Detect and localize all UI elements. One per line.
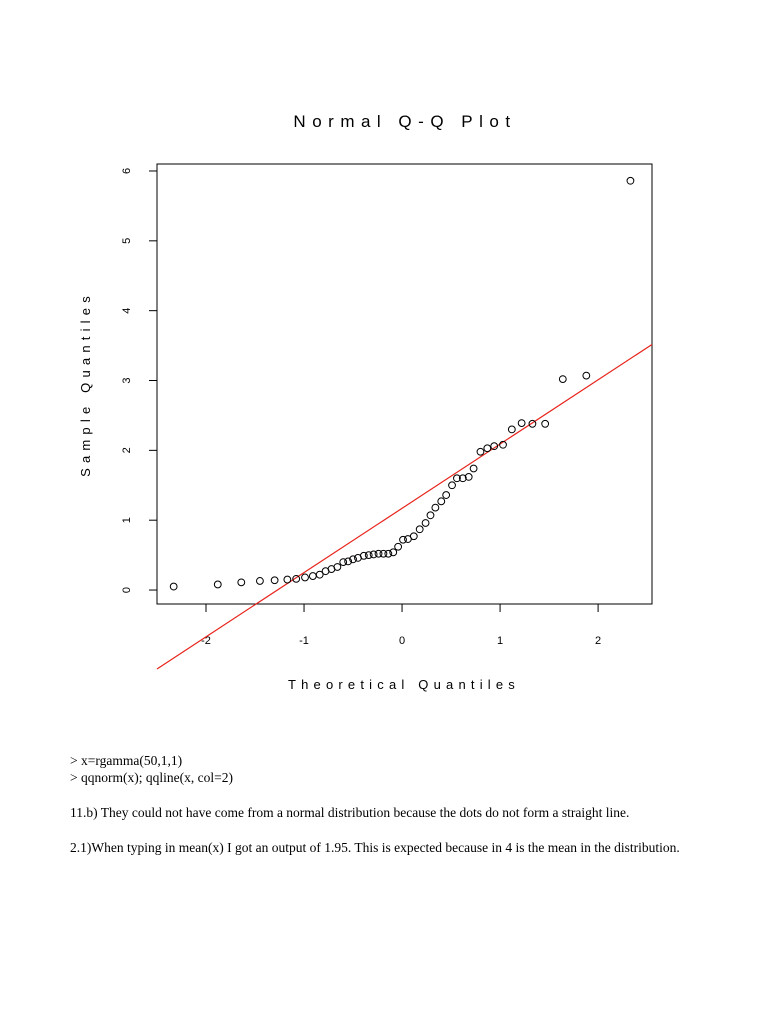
answer-11b: 11.b) They could not have come from a normal distribution because the dots do not form a straight line. (70, 805, 630, 820)
x-tick-label: 2 (595, 635, 602, 647)
data-point (257, 578, 264, 585)
answer-2-1: 2.1)When typing in mean(x) I got an output of 1.95. This is expected because in 4 is the mean in the distribution. (70, 840, 680, 855)
data-point (508, 426, 515, 433)
data-point (432, 504, 439, 511)
data-point (271, 577, 278, 584)
y-axis (121, 168, 157, 593)
x-axis (201, 604, 601, 647)
data-point (470, 465, 477, 472)
data-point (627, 177, 634, 184)
reference-line-group (157, 344, 652, 668)
data-point (443, 492, 450, 499)
notes-section (70, 752, 730, 856)
data-point (238, 579, 245, 586)
y-axis-label: Sample Quantiles (78, 291, 93, 477)
y-tick-label: 1 (121, 517, 133, 524)
chart-title: Normal Q-Q Plot (293, 112, 517, 131)
x-axis-label: Theoretical Quantiles (287, 677, 521, 692)
data-point (390, 549, 397, 556)
data-point (427, 512, 434, 519)
x-tick-label: -1 (299, 635, 309, 647)
y-tick-label: 2 (121, 447, 133, 454)
data-point (559, 376, 566, 383)
data-point (385, 550, 392, 557)
data-point (410, 533, 417, 540)
data-point (416, 526, 423, 533)
data-point (170, 583, 177, 590)
data-point (449, 482, 456, 489)
x-tick-label: -2 (201, 635, 211, 647)
data-point (284, 576, 291, 583)
y-tick-label: 0 (121, 586, 133, 594)
data-point (438, 498, 445, 505)
data-point (422, 520, 429, 527)
data-point (309, 573, 316, 580)
data-point (518, 420, 525, 427)
data-point (214, 581, 221, 588)
data-points (170, 177, 634, 590)
y-tick-label: 3 (121, 377, 133, 384)
code-line-rgamma: > x=rgamma(50,1,1) (70, 753, 183, 768)
code-line-qqnorm: > qqnorm(x); qqline(x, col=2) (70, 770, 233, 785)
qq-reference-line (157, 344, 652, 668)
data-point (334, 564, 341, 571)
data-point (395, 543, 402, 550)
data-point (302, 574, 309, 581)
y-tick-label: 4 (121, 307, 133, 314)
x-tick-label: 0 (398, 635, 406, 647)
data-point (484, 445, 491, 452)
x-tick-label: 1 (497, 635, 504, 647)
y-tick-label: 5 (121, 237, 133, 244)
data-point (477, 448, 484, 455)
y-tick-label: 6 (121, 167, 133, 175)
data-point (583, 372, 590, 379)
data-point (542, 420, 549, 427)
